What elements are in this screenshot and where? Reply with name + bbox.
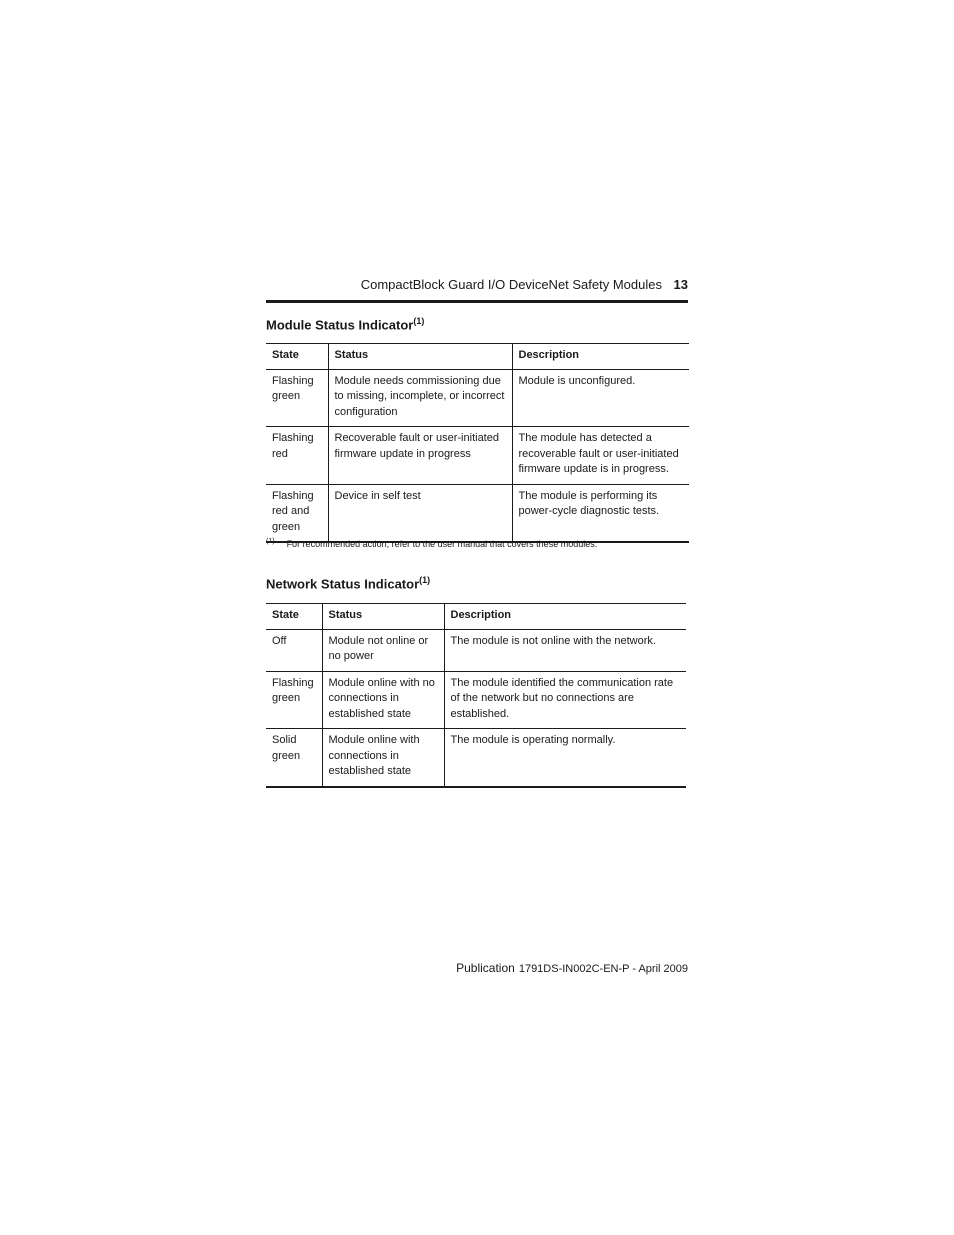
publication-id: 1791DS-IN002C-EN-P - April 2009 (518, 963, 688, 975)
footnote-marker: (1) (266, 538, 275, 545)
column-header: Description (512, 344, 689, 370)
state-cell: Flashing green (266, 369, 328, 427)
publication-footer (456, 961, 688, 975)
column-header: State (266, 344, 328, 370)
status-cell: Device in self test (328, 484, 512, 542)
status-cell: Module needs commissioning due to missing, incomplete, or incorrect configuration (328, 369, 512, 427)
page-number: 13 (673, 277, 688, 292)
description-cell: The module has detected a recoverable fault or user-initiated firmware update is in progress. (512, 427, 689, 485)
module-status-title: Module Status Indicator$^{(1)}$ (266, 316, 425, 333)
footnote-ref: (1) (413, 316, 425, 326)
state-cell: Off (266, 629, 322, 671)
table-row (266, 427, 689, 485)
footnote-ref: (1) (419, 575, 431, 585)
table-row (266, 729, 686, 787)
module-status-table (266, 343, 689, 543)
status-cell: Module online with no connections in established state (322, 671, 444, 729)
description-cell: The module is performing its power-cycle diagnostic tests. (512, 484, 689, 542)
table-header-row (266, 344, 689, 370)
footnote-text: For recommended action, refer to the user manual that covers these modules. (286, 539, 598, 549)
state-cell: Flashing green (266, 671, 322, 729)
status-cell: Module online with connections in established state (322, 729, 444, 787)
status-cell: Recoverable fault or user-initiated firmware update in progress (328, 427, 512, 485)
column-header: Status (328, 344, 512, 370)
page-header (266, 272, 688, 303)
table-row (266, 671, 686, 729)
description-cell: Module is unconfigured. (512, 369, 689, 427)
status-cell: Module not online or no power (322, 629, 444, 671)
description-cell: The module is not online with the network. (444, 629, 686, 671)
state-cell: Solid green (266, 729, 322, 787)
description-cell: The module is operating normally. (444, 729, 686, 787)
table-header-row (266, 604, 686, 630)
table-row (266, 629, 686, 671)
description-cell: The module identified the communication rate of the network but no connections are established. (444, 671, 686, 729)
column-header: Description (444, 604, 686, 630)
publication-label: Publication (456, 961, 515, 975)
column-header: Status (322, 604, 444, 630)
state-cell: Flashing red and green (266, 484, 328, 542)
state-cell: Flashing red (266, 427, 328, 485)
footnote (266, 538, 597, 549)
table-row (266, 484, 689, 542)
header-title: CompactBlock Guard I/O DeviceNet Safety Modules (360, 277, 662, 292)
table-row (266, 369, 689, 427)
network-status-title: Network Status Indicator$^{(1)}$ (266, 575, 431, 592)
network-status-table (266, 603, 686, 788)
column-header: State (266, 604, 322, 630)
